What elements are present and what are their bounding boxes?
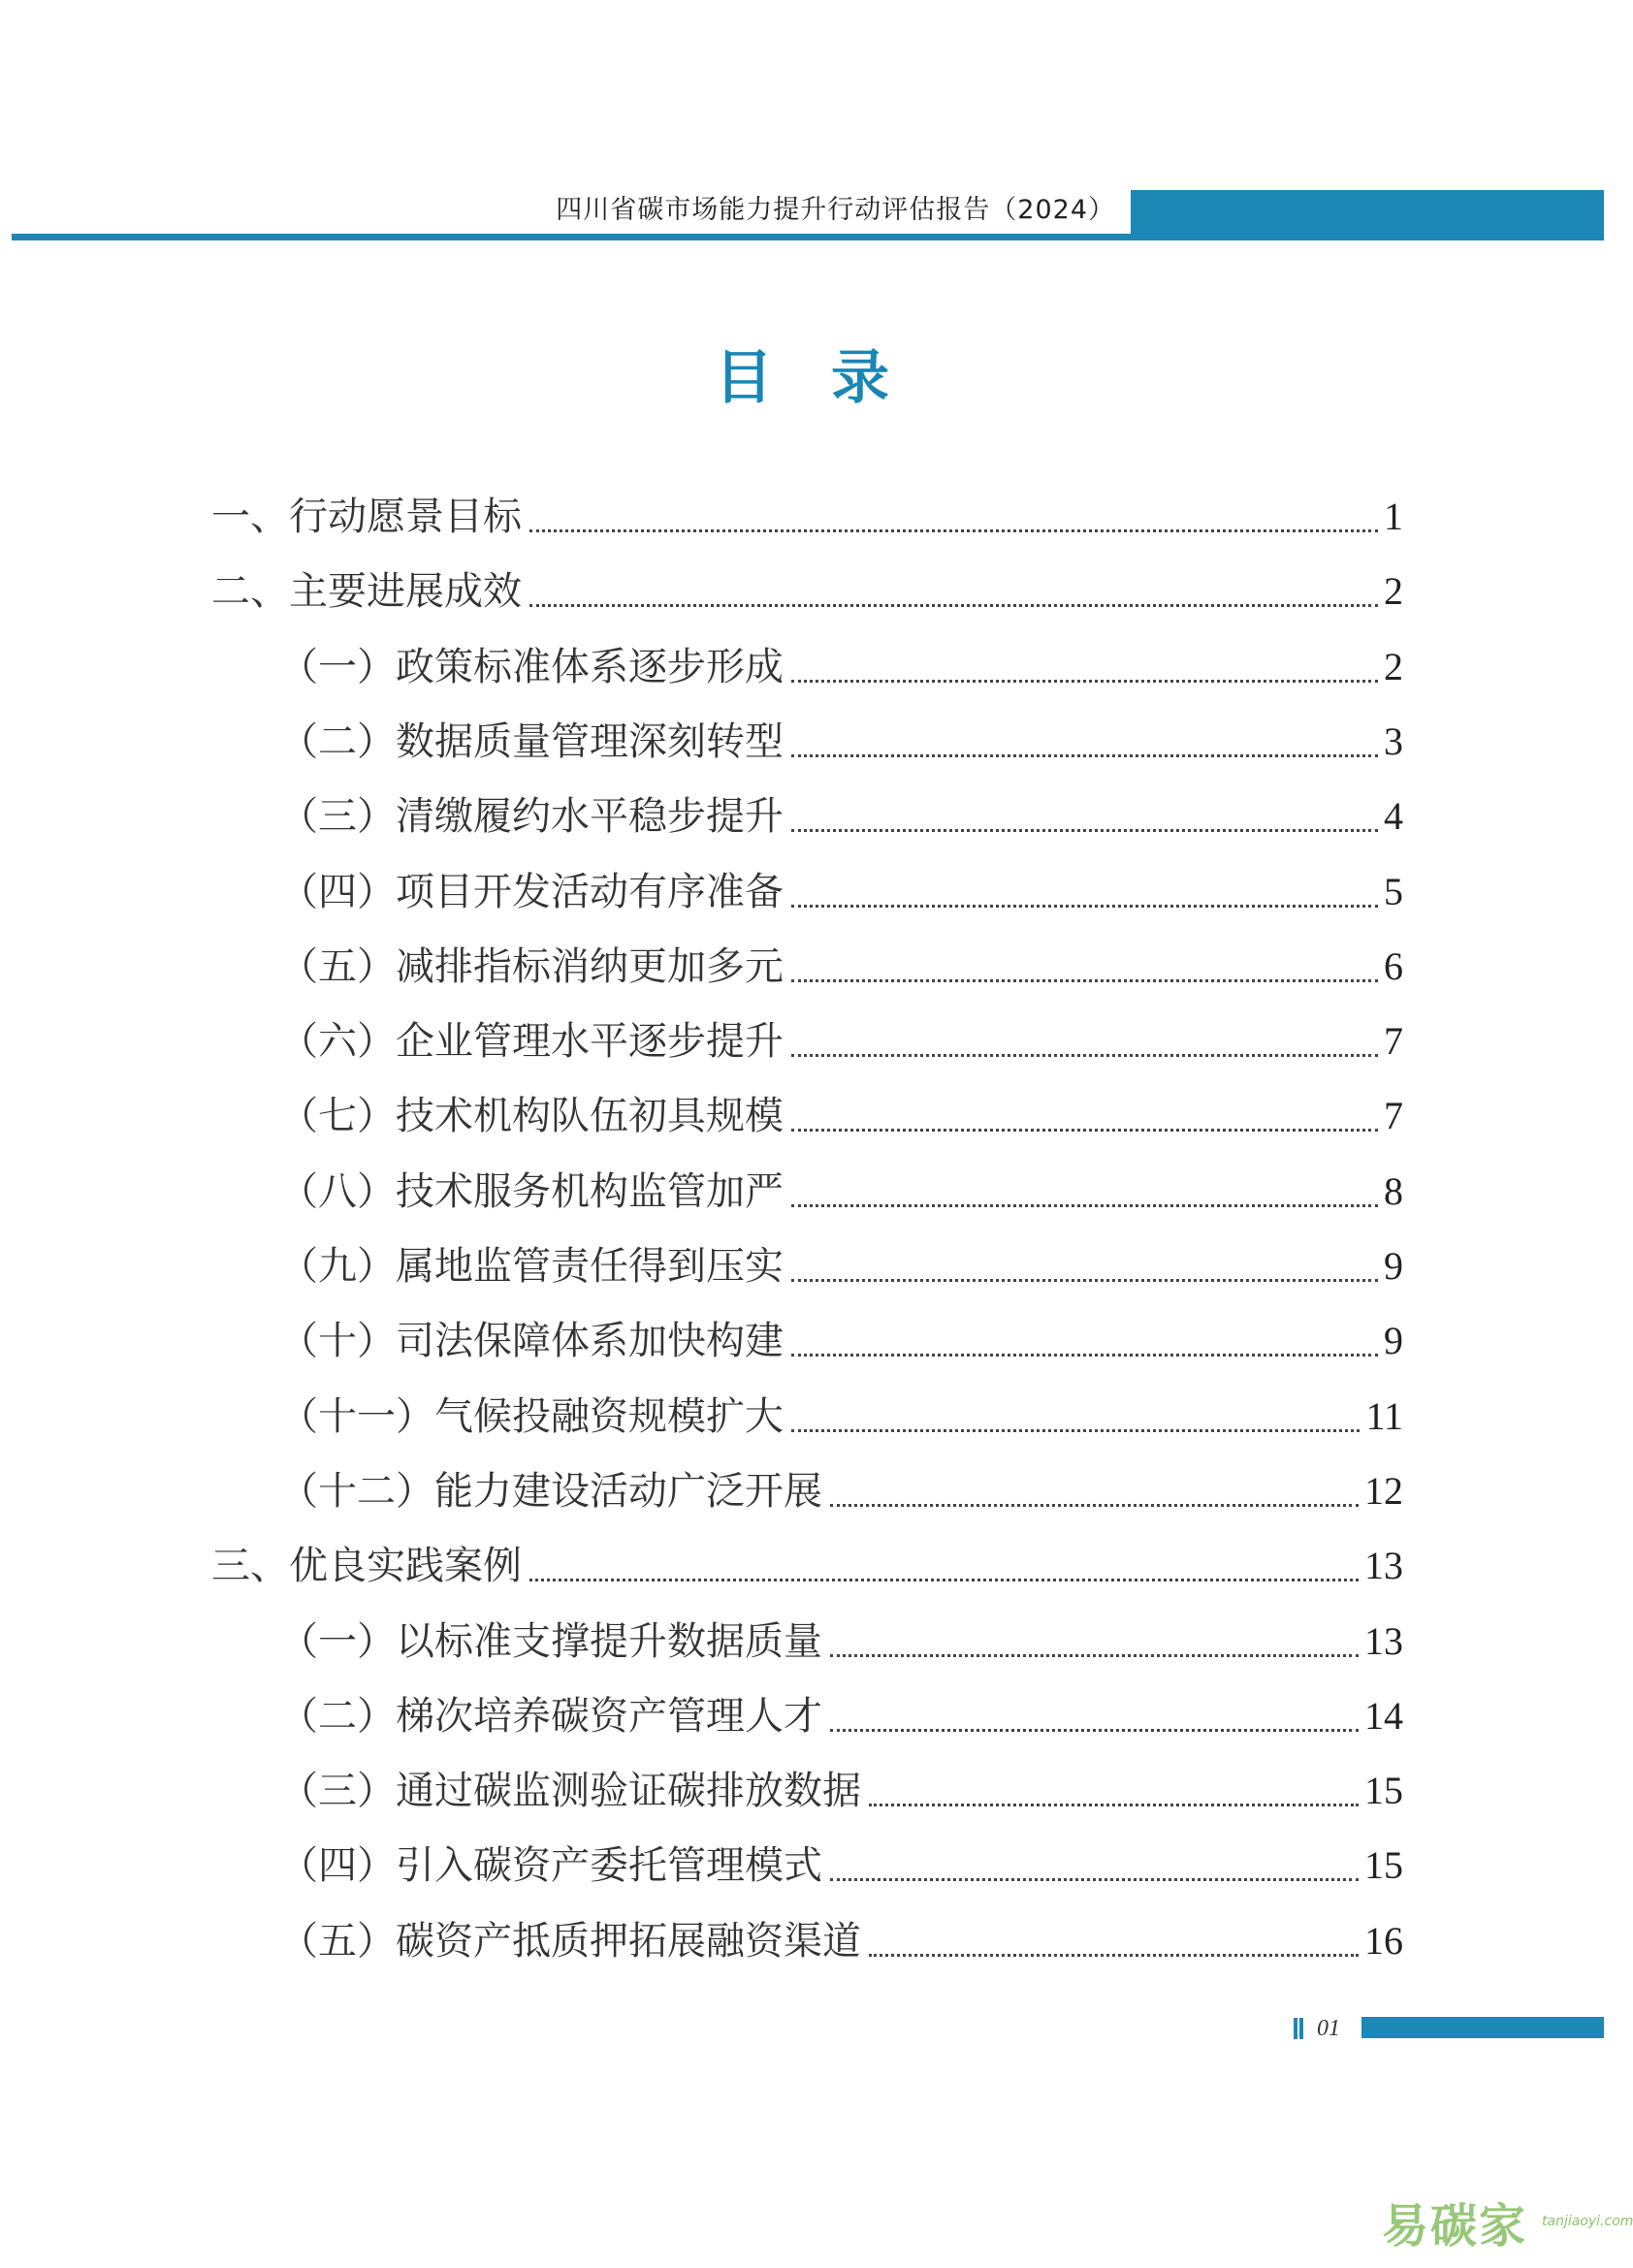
toc-entry[interactable] [279,1237,1403,1295]
toc-entry-label: （八）技术服务机构监管加严 [279,1169,784,1214]
toc-entry-page: 9 [1384,1244,1403,1288]
toc-leader-dots [791,1354,1378,1357]
toc-leader-dots [830,1654,1359,1657]
toc-entry-page: 12 [1364,1469,1403,1513]
toc-entry-page: 5 [1384,870,1403,913]
toc-entry-page: 16 [1364,1919,1403,1963]
footer-marker-bar [1294,2018,1297,2039]
toc-entry[interactable] [279,1912,1403,1970]
footer-page-number: 01 [1317,2016,1340,2041]
toc-entry-page: 14 [1364,1694,1403,1738]
watermark-domain: tanjiaoyi.com [1542,2214,1633,2229]
toc-entry[interactable] [279,1163,1403,1221]
toc-entry-label: （一）以标准支撑提升数据质量 [279,1619,822,1664]
toc-entry-label: （六）企业管理水平逐步提升 [279,1019,784,1064]
footer-marker-bar [1299,2018,1303,2039]
toc-entry-label: 二、主要进展成效 [211,569,522,614]
toc-entry[interactable] [211,562,1403,621]
toc-entry-label: （十）司法保障体系加快构建 [279,1319,784,1363]
toc-entry[interactable] [279,1613,1403,1671]
toc-entry-page: 9 [1384,1319,1403,1362]
toc-leader-dots [791,1054,1378,1057]
toc-leader-dots [791,1279,1378,1282]
toc-entry-page: 13 [1364,1544,1403,1587]
toc-entry-page: 1 [1384,495,1403,538]
toc-entry-page: 15 [1364,1769,1403,1812]
toc-entry-page: 6 [1384,944,1403,988]
toc-leader-dots [791,1429,1360,1432]
toc-entry[interactable] [279,1087,1403,1145]
toc-entry-label: （三）清缴履约水平稳步提升 [279,794,784,839]
toc-entry-page: 3 [1384,719,1403,763]
toc-entry[interactable] [279,938,1403,996]
toc-entry-label: （七）技术机构队伍初具规模 [279,1094,784,1138]
toc-entry[interactable] [279,787,1403,846]
toc-entry-page: 7 [1384,1019,1403,1063]
toc-entry-label: （十二）能力建设活动广泛开展 [279,1469,822,1514]
toc-entry-page: 11 [1365,1394,1403,1438]
toc-entry-label: （一）政策标准体系逐步形成 [279,645,784,689]
toc-entry[interactable] [211,488,1403,546]
toc-entry-label: （九）属地监管责任得到压实 [279,1244,784,1289]
toc-leader-dots [529,1579,1359,1581]
watermark-logo: 易碳家 [1382,2199,1528,2253]
toc-entry-label: （五）碳资产抵质押拓展融资渠道 [279,1919,861,1964]
toc-leader-dots [791,1129,1378,1132]
toc-leader-dots [529,529,1378,532]
toc-heading: 目录 [715,344,947,412]
toc-entry-label: 三、优良实践案例 [211,1544,522,1588]
toc-entry[interactable] [279,1012,1403,1070]
toc-entry[interactable] [279,1837,1403,1895]
toc-entry-label: （二）数据质量管理深刻转型 [279,719,784,764]
toc-entry[interactable] [279,713,1403,771]
toc-entry[interactable] [279,1762,1403,1820]
toc-leader-dots [791,754,1378,757]
toc-leader-dots [830,1729,1359,1732]
toc-entry-page: 7 [1384,1094,1403,1137]
toc-leader-dots [529,604,1378,607]
toc-entry[interactable] [279,1312,1403,1370]
toc-entry-page: 4 [1384,794,1403,838]
footer-accent-bar [1361,2017,1604,2038]
toc-entry-label: 一、行动愿景目标 [211,495,522,539]
toc-entry[interactable] [279,1462,1403,1520]
toc-leader-dots [869,1804,1359,1806]
toc-leader-dots [830,1504,1359,1507]
toc-leader-dots [791,1204,1378,1207]
toc-leader-dots [869,1954,1359,1957]
toc-entry[interactable] [279,1388,1403,1446]
toc-leader-dots [791,680,1378,683]
toc-entry-label: （十一）气候投融资规模扩大 [279,1394,784,1439]
toc-entry-label: （四）项目开发活动有序准备 [279,870,784,914]
header-title: 四川省碳市场能力提升行动评估报告（2024） [556,195,1115,225]
toc-entry-label: （五）减排指标消纳更加多元 [279,944,784,989]
toc-entry-page: 15 [1364,1843,1403,1887]
toc-entry[interactable] [279,863,1403,921]
toc-entry-label: （三）通过碳监测验证碳排放数据 [279,1769,861,1813]
toc-leader-dots [791,979,1378,982]
toc-entry[interactable] [279,638,1403,696]
toc-entry[interactable] [211,1537,1403,1595]
toc-entry-label: （二）梯次培养碳资产管理人才 [279,1694,822,1739]
toc-leader-dots [791,829,1378,832]
toc-leader-dots [791,905,1378,908]
toc-entry-page: 8 [1384,1169,1403,1213]
toc-leader-dots [830,1878,1359,1881]
toc-entry-page: 13 [1364,1619,1403,1663]
toc-entry-page: 2 [1384,569,1403,613]
toc-entry-label: （四）引入碳资产委托管理模式 [279,1843,822,1888]
toc-entry[interactable] [279,1687,1403,1745]
toc-entry-page: 2 [1384,645,1403,688]
